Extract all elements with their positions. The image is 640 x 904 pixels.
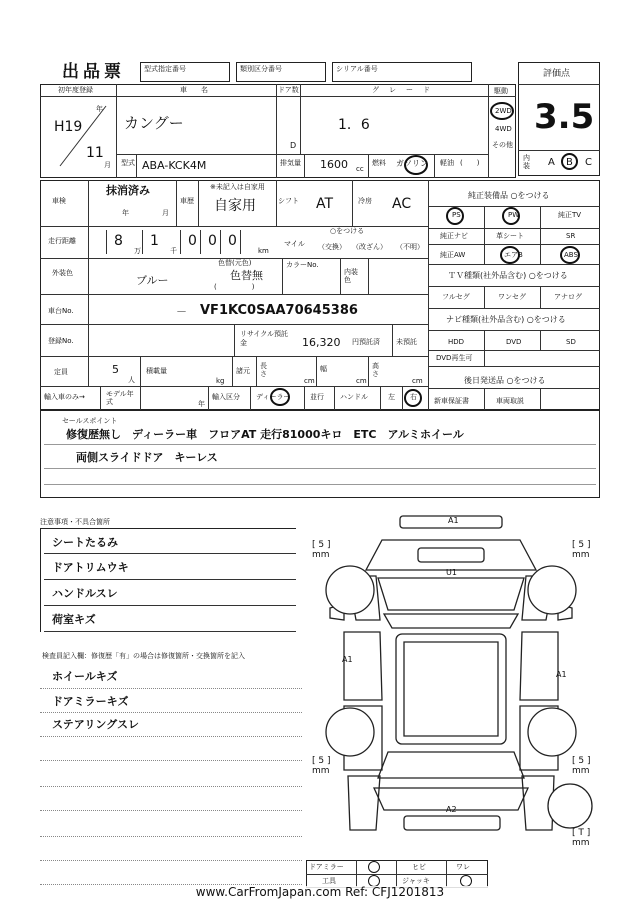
mileage-km: km (258, 247, 269, 255)
shift-label: シフト (278, 197, 299, 205)
tread-fl: [ 5 ] mm (312, 540, 331, 560)
load-label: 積載量 (146, 367, 167, 375)
ac-value: AC (392, 196, 412, 212)
history-value: 自家用 (214, 198, 256, 214)
width-label: 幅 (320, 365, 327, 373)
sales-line-2: 両側スライドドア キーレス (76, 451, 218, 464)
recycle-paid: 円預託済 (352, 338, 380, 346)
height-label: 高さ (372, 362, 379, 379)
history-label: 車歴 (180, 197, 194, 205)
equip-leather: 革シート (496, 232, 524, 240)
first-reg-year: H19 (54, 119, 83, 135)
footer-watermark: www.CarFromJapan.com Ref: CFJ1201813 (0, 886, 640, 898)
capacity-value: 5 (112, 363, 119, 376)
import-label: 輸入車のみ→ (44, 393, 85, 401)
genuine-title: 純正装備品 ○をつける (468, 191, 550, 200)
chassis-value: VF1KC0SAA70645386 (200, 303, 358, 318)
legend-mirror-circle (368, 861, 380, 873)
inspector-item-3: ステアリングスレ (52, 718, 140, 731)
inspection-year: 年 (122, 209, 129, 217)
drive-label: 駆動 (494, 87, 508, 95)
fuel-label: 燃料 (372, 159, 386, 167)
diesel-paren: ( ) (460, 159, 480, 167)
recycle-label: リサイクル預託金 (240, 330, 289, 348)
equip-pw: PW (508, 211, 520, 219)
drive-2wd: 2WD (495, 107, 512, 115)
registration-label: 登録No. (48, 337, 74, 345)
model-value: ABA-KCK4M (142, 159, 207, 172)
legend-tools: 工具 (322, 877, 336, 885)
serial-label: シリアル番号 (336, 65, 378, 73)
color-no-label: カラーNo. (286, 261, 319, 269)
month-unit: 月 (104, 161, 111, 169)
equip-aw: 純正AW (440, 251, 466, 259)
doors-value: D (290, 141, 297, 150)
note-item-2: ドアトリムウキ (52, 561, 129, 574)
tv-analog: アナログ (554, 293, 582, 301)
notes-label: 注意事項・不具合箇所 (40, 518, 110, 526)
manual-label: 車両取説 (496, 397, 524, 405)
repaint-paren: ( ) (214, 283, 255, 291)
legend-crack: ヒビ (412, 863, 426, 871)
dealer-label: ディーラー (256, 393, 291, 401)
mileage-digit-2: 1 (150, 233, 159, 249)
modified-label: （改ざん） (352, 243, 387, 251)
interior-b-circle (561, 153, 578, 170)
equip-abs: ABS (564, 251, 578, 259)
tv-title: ＴＶ種類(社外品含む) ○をつける (448, 271, 568, 280)
note-item-4: 荷室キズ (52, 613, 96, 626)
mileage-label: 走行距離 (48, 237, 76, 245)
length-cm: cm (304, 377, 315, 385)
interior-a: A (548, 157, 555, 168)
width-cm: cm (356, 377, 367, 385)
sales-line-1: 修復歴無し ディーラー車 フロアAT 走行81000キロ ETC アルミホイール (66, 428, 464, 441)
capacity-unit: 人 (128, 376, 135, 384)
mileage-man: 万 (134, 247, 141, 255)
right-label: 右 (410, 393, 417, 401)
inspector-label: 検査員記入欄：修復歴「有」の場合は修復箇所・交換箇所を記入 (42, 652, 245, 660)
fuel-circle (404, 155, 428, 175)
load-unit: kg (216, 377, 225, 385)
damage-a1-right: A1 (556, 670, 567, 679)
tread-rr: [ 5 ] mm (572, 756, 591, 776)
inspection-value: 抹消済み (106, 184, 150, 197)
interior-c: C (585, 157, 592, 168)
car-name-label: 車名 (180, 86, 222, 94)
doors-label: ドア数 (278, 86, 299, 94)
left-label: 左 (388, 393, 395, 401)
interior-color-label: 内装色 (344, 268, 358, 285)
recycle-value: 16,320 (302, 336, 341, 349)
chassis-label: 車台No. (48, 307, 74, 315)
grade-value: 1．6 (338, 117, 370, 133)
capacity-label: 定員 (54, 368, 68, 376)
damage-a2: A2 (446, 805, 457, 814)
interior-b: B (566, 157, 573, 168)
legend-jack: ジャッキ (402, 877, 430, 885)
displacement-unit: cc (356, 165, 364, 173)
navi-hdd: HDD (448, 338, 465, 346)
model-year-label: モデル年式 (106, 390, 134, 407)
inspector-item-2: ドアミラーキズ (52, 695, 129, 708)
first-reg-month: 11 (86, 145, 104, 161)
displacement-value: 1600 (320, 158, 348, 171)
tread-rl: [ 5 ] mm (312, 756, 331, 776)
mile-label: マイル (284, 240, 305, 248)
sheet-title: 出品票 (62, 62, 125, 82)
score-value: 3.5 (534, 97, 595, 137)
class-label: 類別区分番号 (240, 65, 282, 73)
import-class-label: 輸入区分 (212, 393, 240, 401)
note-item-3: ハンドルスレ (52, 587, 118, 600)
dealer-circle (270, 388, 290, 406)
dims-label: 諸元 (236, 367, 250, 375)
mileage-digit-3: 0 (188, 233, 197, 249)
swap-label: （交換） (318, 243, 346, 251)
inspection-label: 車検 (52, 197, 66, 205)
fuel-value: ガソリン (396, 159, 428, 168)
tread-spare: [ T ] mm (572, 828, 591, 848)
warranty-label: 新車保証書 (434, 397, 469, 405)
equip-ps-circle (446, 207, 464, 225)
repaint-value: 色替無 (230, 269, 263, 282)
inspection-month: 月 (162, 209, 169, 217)
drive-other: その他 (492, 141, 513, 149)
note-item-1: シートたるみ (52, 536, 118, 549)
interior-label: 内装 (523, 154, 530, 171)
grade-label: グレード (372, 86, 440, 94)
model-cert-label: 型式指定番号 (144, 65, 186, 73)
equip-pw-circle (502, 207, 520, 225)
mileage-digit-5: 0 (228, 233, 237, 249)
diesel-label: 軽油 (440, 159, 454, 167)
score-label: 評価点 (543, 69, 571, 79)
ac-label: 冷房 (358, 197, 372, 205)
shift-value: AT (316, 196, 334, 212)
equip-navi: 純正ナビ (440, 232, 468, 240)
mileage-sen: 千 (170, 247, 177, 255)
unknown-label: （不明） (396, 243, 424, 251)
tv-fullseg: フルセグ (442, 293, 470, 301)
repaint-label: 色替(元色) (218, 259, 252, 267)
legend-break: ワレ (456, 863, 470, 871)
damage-a1-left: A1 (342, 655, 353, 664)
sales-label: セールスポイント (62, 417, 118, 425)
equip-ps: PS (452, 211, 461, 219)
navi-title: ナビ種類(社外品含む) ○をつける (446, 315, 566, 324)
mileage-digit-4: 0 (208, 233, 217, 249)
height-cm: cm (412, 377, 423, 385)
equip-airbag: エアB (504, 251, 523, 259)
tv-oneseg: ワンセグ (498, 293, 526, 301)
navi-dvd: DVD (506, 338, 522, 346)
damage-a1-front: A1 (448, 516, 459, 525)
drive-4wd: 4WD (495, 125, 512, 133)
model-label: 型式 (121, 159, 135, 167)
first-reg-label: 初年度登録 (58, 86, 93, 94)
legend-door-mirror: ドアミラー (309, 863, 344, 871)
tread-fr: [ 5 ] mm (572, 540, 591, 560)
length-label: 長さ (260, 362, 267, 379)
circle-note: ○をつける (330, 227, 365, 235)
exterior-value: ブルー (136, 274, 169, 287)
damage-u1: U1 (446, 568, 457, 577)
dvd-label: DVD再生可 (436, 354, 473, 362)
car-name-value: カングー (124, 114, 184, 132)
navi-sd: SD (566, 338, 576, 346)
recycle-unpaid: 未預託 (396, 338, 417, 346)
equip-airbag-circle (500, 246, 520, 264)
equip-sr: SR (566, 232, 576, 240)
aftermarket-title: 後日発送品 ○をつける (464, 376, 546, 385)
right-circle (404, 389, 422, 407)
handle-label: ハンドル (340, 393, 368, 401)
year-unit: 年 (96, 105, 103, 113)
displacement-label: 排気量 (280, 159, 301, 167)
car-diagram (300, 510, 600, 870)
drive-2wd-circle (490, 102, 514, 120)
equip-tv: 純正TV (558, 211, 582, 219)
chassis-dash: － (176, 305, 187, 318)
exterior-label: 外装色 (52, 269, 73, 277)
inspector-item-1: ホイールキズ (52, 670, 118, 683)
parallel-label: 並行 (310, 393, 324, 401)
history-note: ※未記入は自家用 (210, 183, 265, 191)
mileage-digit-1: 8 (114, 233, 123, 249)
model-year-unit: 年 (198, 400, 205, 408)
equip-abs-circle (560, 246, 580, 264)
